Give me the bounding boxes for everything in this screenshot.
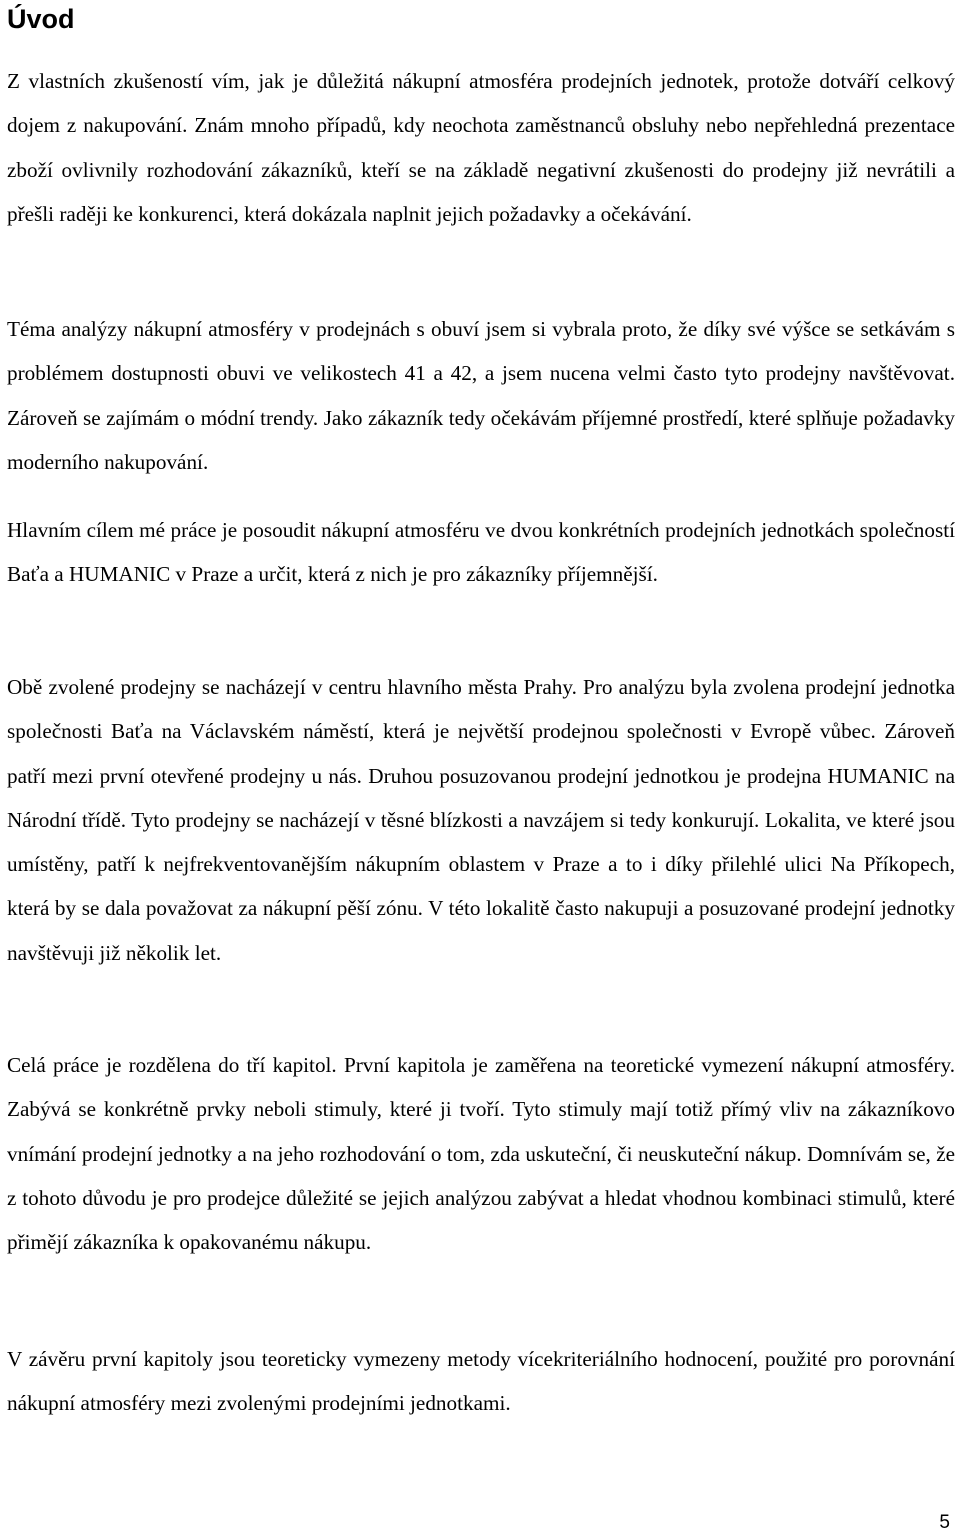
sentence: Obě zvolené prodejny se nacházejí v centru hlavního města Prahy. <box>7 675 577 699</box>
sentence: Znám mnoho případů, kdy neochota zaměstnanců obsluhy nebo nepřehledná prezentace zboží ovlivnily rozhodování zákazníků, kteří se na základě negativní zkušenosti do prodejny již nevrátili a přešli raději ke konkurenci, která dokázala naplnit jejich požadavky a očekávání. <box>7 113 955 226</box>
sentence: Domnívám se, že z tohoto důvodu je pro prodejce důležité se jejich analýzou zabývat a hledat vhodnou kombinaci stimulů, které přimějí zákazníka k opakovanému nákupu. <box>7 1141 956 1255</box>
paragraph-structure <box>7 1043 955 1264</box>
sentence: Z vlastních zkušeností vím, jak je důležitá nákupní atmosféra prodejních jednotek, protože dotváří celkový dojem z nakupování. <box>7 69 955 138</box>
page-title: Úvod <box>7 4 75 34</box>
sentence: Celá práce je rozdělena do tří kapitol. <box>7 1053 337 1077</box>
sentence: První kapitola je zaměřena na teoretické vymezení nákupní atmosféry. <box>343 1053 955 1077</box>
sentence: Hlavním cílem mé práce je posoudit nákupní atmosféru ve dvou konkrétních prodejních jednotkách společností Baťa a HUMANIC v Praze a určit, která z nich je pro zákazníky příjemnější. <box>7 518 955 587</box>
sentence: Pro analýzu byla zvolena prodejní jednotka společnosti Baťa na Václavském náměstí, která je největší prodejnou společnosti v Evropě vůbec. <box>7 675 956 744</box>
sentence: V závěru první kapitoly jsou teoreticky vymezeny metody vícekriteriálního hodnocení, použité pro porovnání nákupní atmosféry mezi zvolenými prodejními jednotkami. <box>7 1347 955 1416</box>
sentence: Zároveň patří mezi první otevřené prodejny u nás. <box>7 719 955 788</box>
sentence: Tyto stimuly mají totiž přímý vliv na zákazníkovo vnímání prodejní jednotky a na jeho rozhodování o tom, zda uskuteční, či neuskuteční nákup. <box>7 1097 955 1166</box>
sentence: Zároveň se zajímám o módní trendy. <box>7 405 319 430</box>
sentence: Téma analýzy nákupní atmosféry v prodejnách s obuví jsem si vybrala proto, že díky své výšce se setkávám s problémem dostupnosti obuvi ve velikostech 41 a 42, a jsem nucena velmi často tyto prodejny navštěvovat. <box>7 317 955 386</box>
paragraph-main-goal <box>7 508 955 597</box>
sentence: Druhou posuzovanou prodejní jednotkou je prodejna HUMANIC na Národní třídě. <box>7 763 956 832</box>
sentence: Zabývá se konkrétně prvky neboli stimuly, které ji tvoří. <box>7 1097 505 1122</box>
page-number: 5 <box>939 1512 950 1533</box>
paragraph-methods <box>7 1337 955 1426</box>
sentence: Lokalita, ve které jsou umístěny, patří k nejfrekventovanějším nákupním oblastem v Praze a to i díky přilehlé ulici Na Příkopech, která by se dala považovat za nákupní pěší zónu. <box>7 807 955 921</box>
sentence: Tyto prodejny se nacházejí v těsné blízkosti a navzájem si tedy konkurují. <box>131 807 760 832</box>
paragraph-stores <box>7 665 955 975</box>
paragraph-intro <box>7 59 955 236</box>
sentence: Jako zákazník tedy očekávám příjemné prostředí, které splňuje požadavky moderního nakupování. <box>7 405 956 474</box>
paragraph-topic-choice <box>7 307 955 484</box>
sentence: V této lokalitě často nakupuji a posuzované prodejní jednotky navštěvuji již několik let. <box>7 896 955 965</box>
